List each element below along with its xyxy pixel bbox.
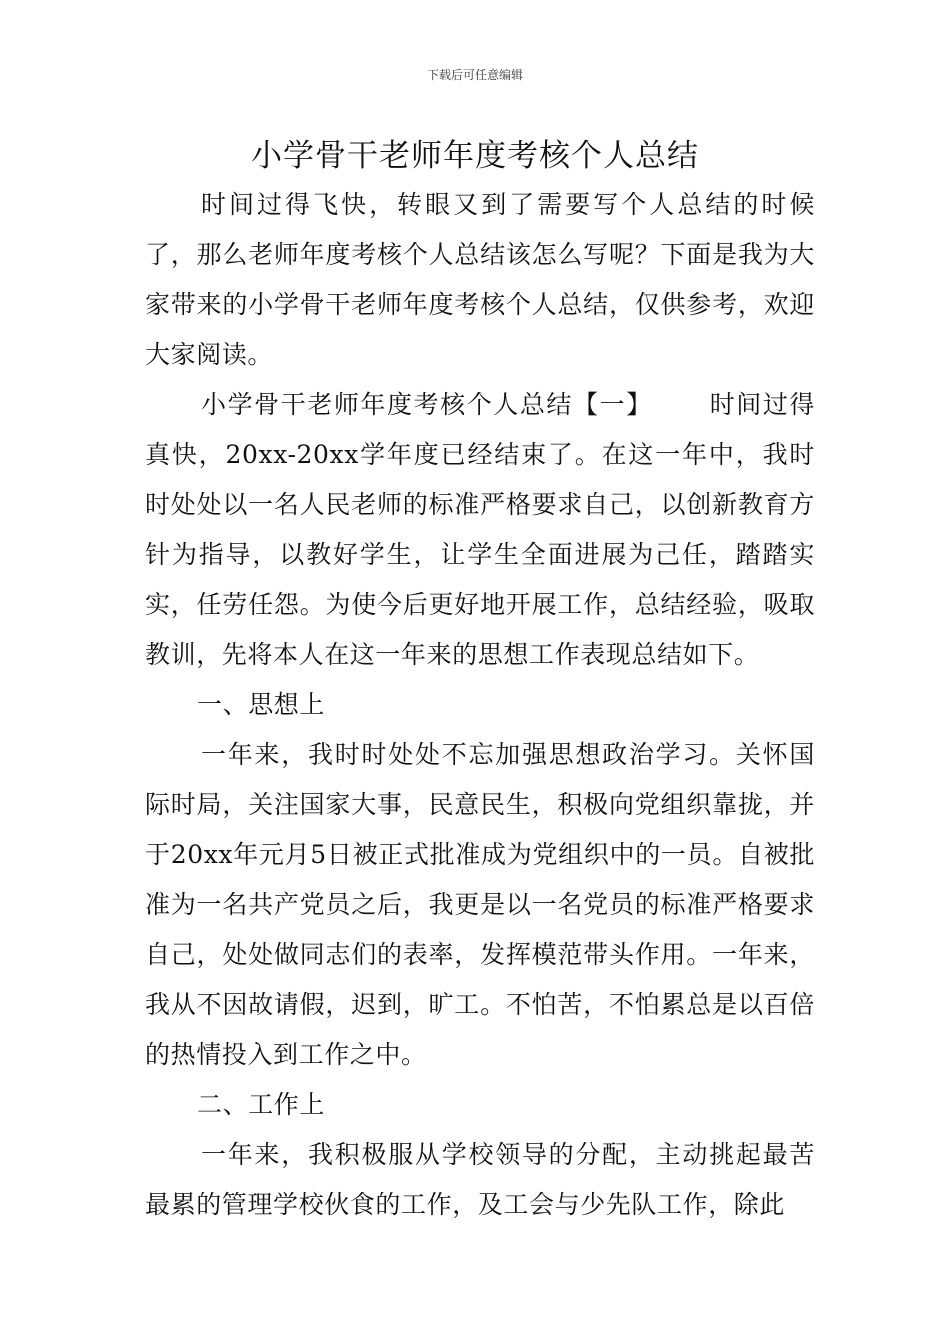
thought-paragraph: 一年来，我时时处处不忘加强思想政治学习。关怀国际时局，关注国家大事，民意民生，积极向党组织靠拢，并于20xx年元月5日被正式批准成为党组织中的一员。自被批准为一名共产党员之后，我更是以一名党员的标准严格要求自己，处处做同志们的表率，发挥模范带头作用。一年来，我从不因故请假，迟到，旷工。不怕苦，不怕累总是以百倍的热情投入到工作之中。 — [145, 740, 815, 1069]
section1-body: 时间过得真快，20xx-20xx学年度已经结束了。在这一年中，我时时处处以一名人民老师的标准严格要求自己，以创新教育方针为指导，以教好学生，让学生全面进展为己任，踏踏实实，任劳任怨。为使今后更好地开展工作，总结经验，吸取教训，先将本人在这一年来的思想工作表现总结如下。 — [145, 390, 816, 669]
document-body — [145, 180, 815, 1230]
intro-paragraph: 时间过得飞快，转眼又到了需要写个人总结的时候了，那么老师年度考核个人总结该怎么写呢？下面是我为大家带来的小学骨干老师年度考核个人总结，仅供参考，欢迎大家阅读。 — [145, 190, 815, 369]
section1-heading: 小学骨干老师年度考核个人总结【一】 — [201, 390, 653, 419]
section1-paragraph — [145, 380, 815, 680]
work-paragraph: 一年来，我积极服从学校领导的分配，主动挑起最苦最累的管理学校伙食的工作，及工会与少先队工作，除此 — [145, 1140, 815, 1219]
heading-work: 二、工作上 — [197, 1090, 326, 1119]
heading-thought: 一、思想上 — [197, 690, 326, 719]
document-title: 小学骨干老师年度考核个人总结 — [251, 138, 699, 174]
header-note: 下载后可任意编辑 — [426, 68, 523, 82]
